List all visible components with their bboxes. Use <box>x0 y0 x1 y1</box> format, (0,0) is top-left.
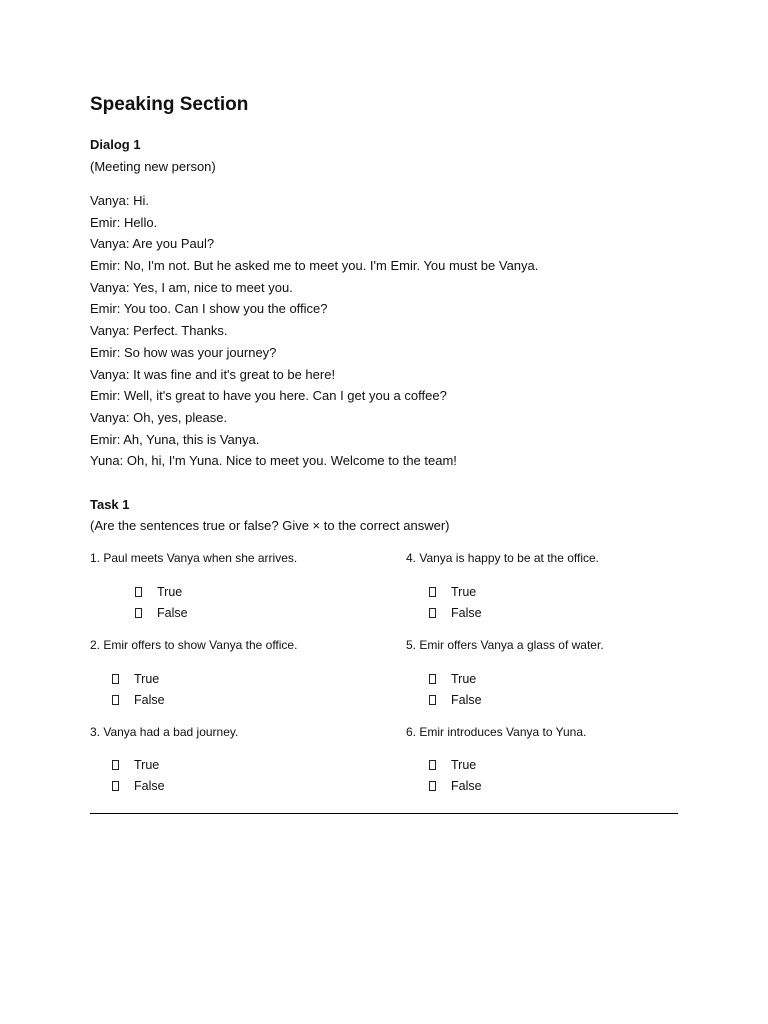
answer-options-3 <box>112 755 165 796</box>
dialog-line: Emir: You too. Can I show you the office? <box>90 301 328 317</box>
dialog-line: Vanya: Are you Paul? <box>90 236 215 252</box>
question-4: 4. Vanya is happy to be at the office. <box>406 551 600 565</box>
option-label: True <box>451 672 477 686</box>
dialog-lines <box>90 190 538 472</box>
option-true[interactable] <box>135 582 188 603</box>
dialog-line: Emir: Ah, Yuna, this is Vanya. <box>90 431 260 447</box>
option-label: False <box>451 778 482 793</box>
option-false[interactable] <box>429 603 482 624</box>
option-label: False <box>134 778 165 793</box>
checkbox[interactable] <box>112 760 119 770</box>
answer-options-4 <box>429 582 482 623</box>
dialog-subtitle: (Meeting new person) <box>90 159 216 174</box>
checkbox[interactable] <box>429 608 436 618</box>
question-2: 2. Emir offers to show Vanya the office. <box>90 638 298 652</box>
option-label: True <box>157 585 183 599</box>
dialog-line: Vanya: It was fine and it's great to be here! <box>90 366 336 382</box>
option-false[interactable] <box>112 776 165 797</box>
dialog-line: Emir: Hello. <box>90 214 158 230</box>
answer-options-1 <box>135 582 188 623</box>
checkbox[interactable] <box>135 587 142 597</box>
checkbox[interactable] <box>112 781 119 791</box>
checkbox[interactable] <box>429 587 436 597</box>
option-true[interactable] <box>112 669 165 690</box>
dialog-line: Yuna: Oh, hi, I'm Yuna. Nice to meet you. Welcome to the team! <box>90 453 457 469</box>
option-false[interactable] <box>135 603 188 624</box>
checkbox[interactable] <box>429 781 436 791</box>
option-false[interactable] <box>112 690 165 711</box>
dialog-line: Vanya: Yes, I am, nice to meet you. <box>90 279 293 295</box>
answer-options-6 <box>429 755 482 796</box>
dialog-line: Emir: So how was your journey? <box>90 344 277 360</box>
checkbox[interactable] <box>429 674 436 684</box>
option-true[interactable] <box>429 669 482 690</box>
option-true[interactable] <box>429 755 482 776</box>
task-instruction: (Are the sentences true or false? Give × to the correct answer) <box>90 518 450 533</box>
option-label: True <box>134 672 160 686</box>
option-label: True <box>134 758 160 772</box>
checkbox[interactable] <box>112 695 119 705</box>
option-false[interactable] <box>429 776 482 797</box>
dialog-heading: Dialog 1 <box>90 137 141 152</box>
option-label: False <box>451 605 482 620</box>
footer-divider <box>90 813 678 814</box>
option-label: True <box>451 758 477 772</box>
option-true[interactable] <box>429 582 482 603</box>
task-heading: Task 1 <box>90 497 130 512</box>
checkbox[interactable] <box>429 760 436 770</box>
dialog-line: Vanya: Hi. <box>90 193 150 208</box>
checkbox[interactable] <box>429 695 436 705</box>
answer-options-5 <box>429 669 482 710</box>
option-label: False <box>134 692 165 707</box>
question-5: 5. Emir offers Vanya a glass of water. <box>406 638 604 652</box>
question-3: 3. Vanya had a bad journey. <box>90 725 239 739</box>
option-true[interactable] <box>112 755 165 776</box>
answer-options-2 <box>112 669 165 710</box>
option-false[interactable] <box>429 690 482 711</box>
dialog-line: Vanya: Perfect. Thanks. <box>90 323 228 339</box>
checkbox[interactable] <box>135 608 142 618</box>
dialog-line: Emir: No, I'm not. But he asked me to meet you. I'm Emir. You must be Vanya. <box>90 258 539 274</box>
checkbox[interactable] <box>112 674 119 684</box>
option-label: False <box>157 605 188 620</box>
question-1: 1. Paul meets Vanya when she arrives. <box>90 551 298 565</box>
question-6: 6. Emir introduces Vanya to Yuna. <box>406 725 587 739</box>
page-title: Speaking Section <box>90 94 249 115</box>
option-label: False <box>451 692 482 707</box>
option-label: True <box>451 585 477 599</box>
dialog-line: Emir: Well, it's great to have you here. Can I get you a coffee? <box>90 388 447 404</box>
dialog-line: Vanya: Oh, yes, please. <box>90 409 228 425</box>
